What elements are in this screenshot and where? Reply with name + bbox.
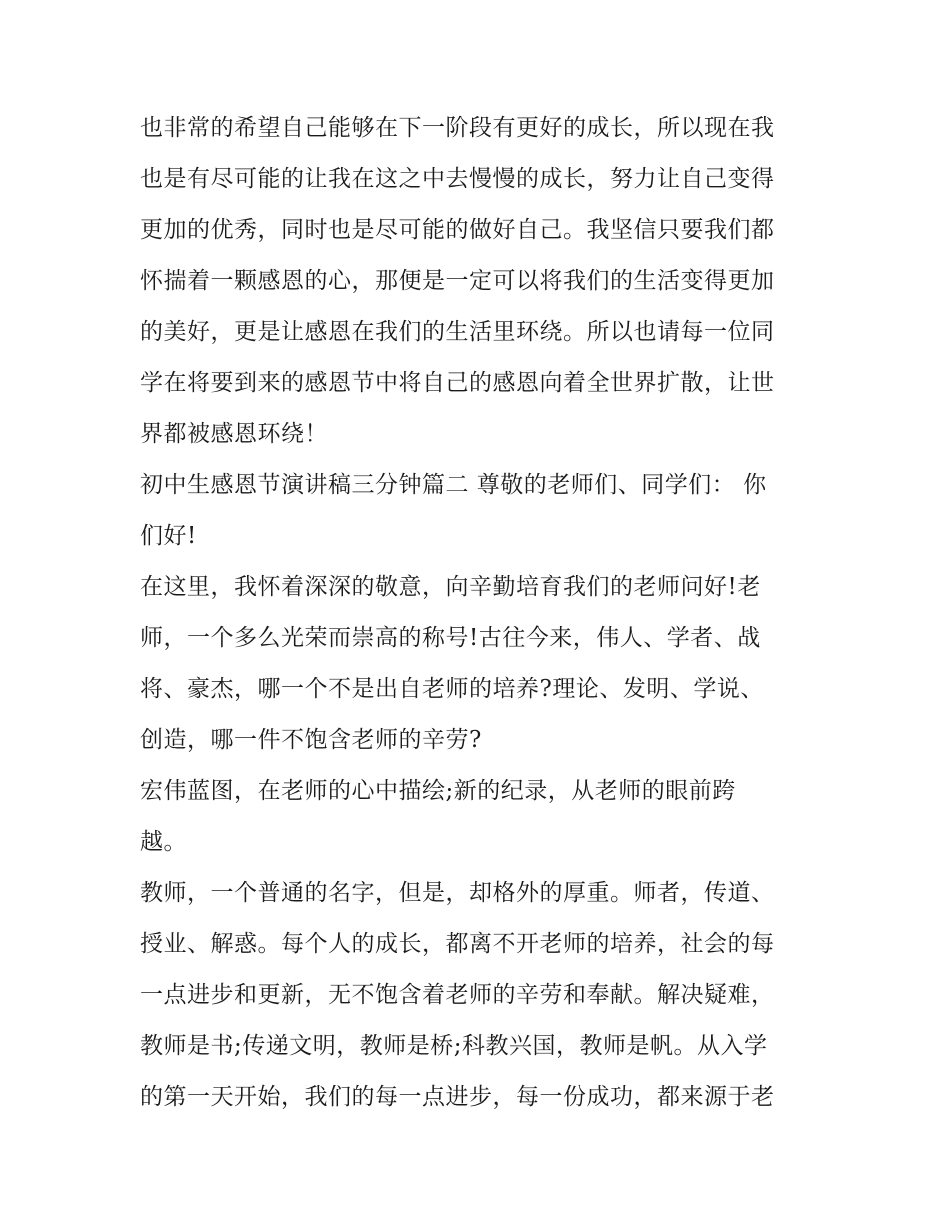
- text-line: 越。: [140, 829, 187, 855]
- text-line: 一点进步和更新，无不饱含着老师的辛劳和奉献。解决疑难，: [140, 982, 775, 1008]
- text-line: 学在将要到来的感恩节中将自己的感恩向着全世界扩散，让世: [140, 370, 775, 396]
- text-line: 宏伟蓝图，在老师的心中描绘;新的纪录，从老师的眼前跨: [140, 778, 736, 804]
- text-line: 更加的优秀，同时也是尽可能的做好自己。我坚信只要我们都: [140, 217, 775, 243]
- text-line: 将、豪杰，哪一个不是出自老师的培养?理论、发明、学说、: [140, 676, 764, 702]
- document-body: [140, 103, 840, 1123]
- text-line: 的第一天开始，我们的每一点进步，每一份成功，都来源于老: [140, 1084, 775, 1110]
- text-line: 师，一个多么光荣而崇高的称号!古往今来，伟人、学者、战: [140, 625, 761, 651]
- text-line: 也是有尽可能的让我在这之中去慢慢的成长，努力让自己变得: [140, 166, 775, 192]
- text-line: 在这里，我怀着深深的敬意，向辛勤培育我们的老师问好!老: [140, 574, 761, 600]
- text-line: 授业、解惑。每个人的成长，都离不开老师的培养，社会的每: [140, 931, 775, 957]
- text-line: 也非常的希望自己能够在下一阶段有更好的成长，所以现在我: [140, 115, 775, 141]
- text-line: 教师是书;传递文明，教师是桥;科教兴国，教师是帆。从入学: [140, 1033, 768, 1059]
- text-line: 们好!: [140, 523, 197, 549]
- text-line: 界都被感恩环绕！: [140, 421, 328, 447]
- text-line: 教师，一个普通的名字，但是，却格外的厚重。师者，传道、: [140, 880, 775, 906]
- section-heading-line: 初中生感恩节演讲稿三分钟篇二 尊敬的老师们、同学们： 你: [140, 472, 767, 498]
- text-line: 的美好，更是让感恩在我们的生活里环绕。所以也请每一位同: [140, 319, 775, 345]
- text-line: 怀揣着一颗感恩的心，那便是一定可以将我们的生活变得更加: [140, 268, 775, 294]
- text-line: 创造，哪一件不饱含老师的辛劳?: [140, 727, 482, 753]
